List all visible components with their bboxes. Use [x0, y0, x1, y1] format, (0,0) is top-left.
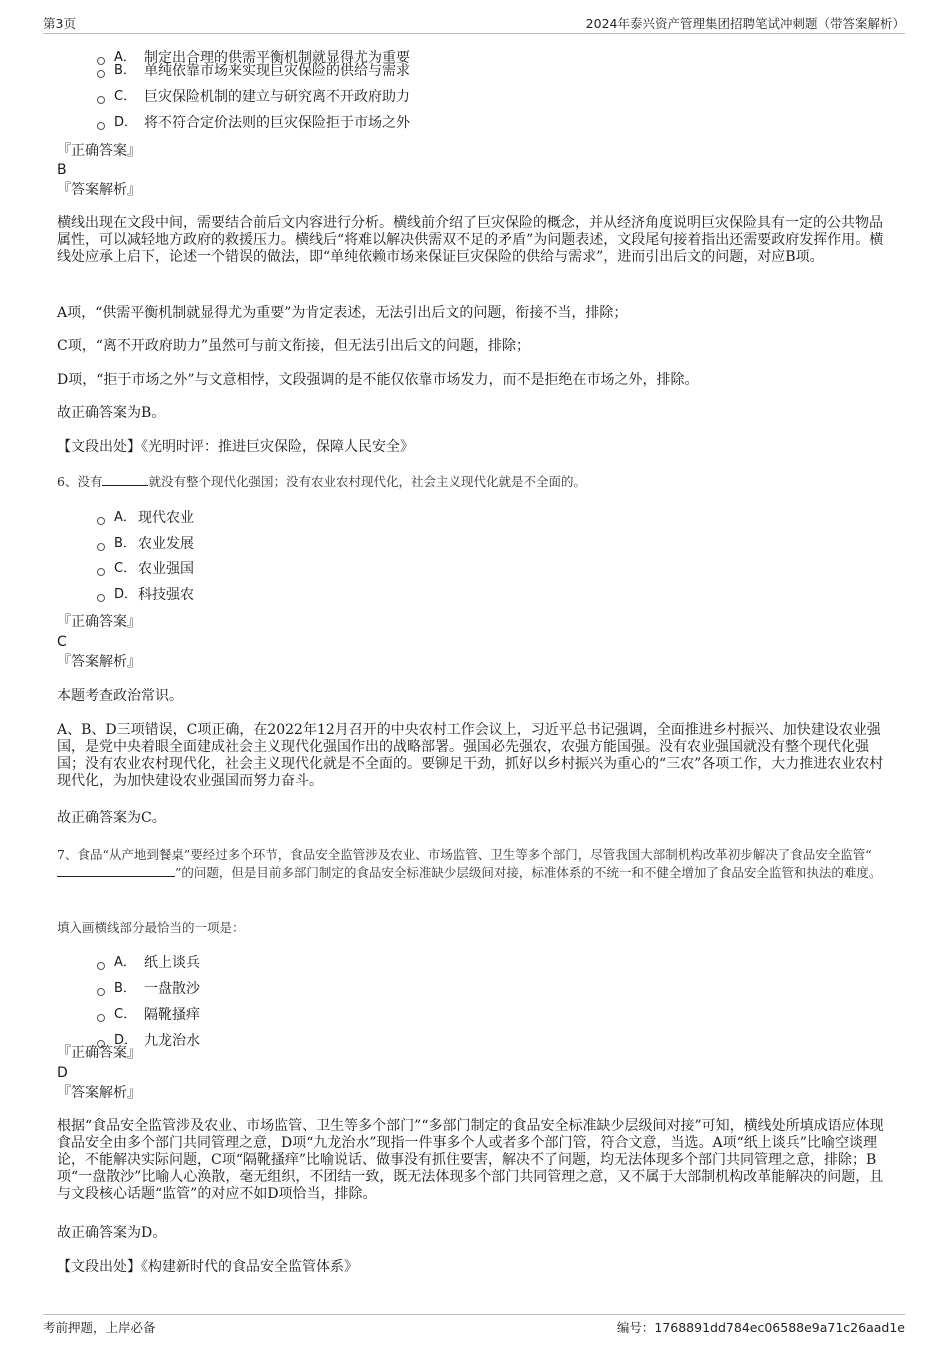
- q7-option-c[interactable]: C． 隔靴搔痒: [97, 1007, 200, 1023]
- q7-option-a[interactable]: A． 纸上谈兵: [97, 955, 200, 971]
- analysis-text: 横线出现在文段中间，需要结合前后文内容进行分析。横线前介绍了巨灾保险的概念，并从经济角度说明巨灾保险具有一定的公共物品属性，可以减轻地方政府的救援压力。横线后“将难以解决供需双不足的矛盾”为问题表述，文段尾句接着指出还需要政府发挥作用。横线处应承上启下，论述一个错误的做法，即“单纯依赖市场来保证巨灾保险的供给与需求”，进而引出后文的问题，对应B项。: [57, 215, 884, 265]
- q6-option-a[interactable]: A． 现代农业: [97, 510, 194, 526]
- answer-value: C: [57, 634, 67, 650]
- q7-option-d[interactable]: D． 九龙治水: [97, 1033, 200, 1049]
- q6-option-c[interactable]: C． 农业强国: [97, 561, 194, 577]
- radio-icon[interactable]: [97, 517, 105, 525]
- source: 【文段出处】《光明时评：推进巨灾保险，保障人民安全》: [57, 439, 414, 455]
- radio-icon[interactable]: [97, 543, 105, 551]
- radio-icon[interactable]: [97, 568, 105, 576]
- analysis-label: 『答案解析』: [57, 1085, 141, 1101]
- page-number: 第3页: [43, 16, 76, 31]
- answer-blank: [57, 864, 175, 877]
- radio-icon[interactable]: [97, 70, 105, 78]
- answer-value: B: [57, 162, 67, 178]
- question-stem: 6、没有 就没有整个现代化强国；没有农业农村现代化，社会主义现代化就是不全面的。: [57, 474, 586, 489]
- answer-label: 『正确答案』: [57, 143, 141, 159]
- answer-blank: [102, 473, 148, 486]
- conclusion: 故正确答案为B。: [57, 405, 166, 421]
- conclusion: 故正确答案为D。: [57, 1225, 167, 1241]
- q6-option-b[interactable]: B． 农业发展: [97, 536, 194, 552]
- page-header: [43, 14, 905, 34]
- question-stem: 7、食品“从产地到餐桌”要经过多个环节，食品安全监管涉及农业、市场监管、卫生等多个部门，尽管我国大部制机构改革初步解决了食品安全监管“”的问题，但是目前多部门制定的食品安全标准缺少层级间对接，标准体系的不统一和不健全增加了食品安全监管和执法的难度。: [57, 847, 882, 880]
- radio-icon[interactable]: [97, 962, 105, 970]
- q5-option-b[interactable]: B． 单纯依靠市场来实现巨灾保险的供给与需求: [97, 63, 410, 79]
- analysis-label: 『答案解析』: [57, 182, 141, 198]
- answer-label: 『正确答案』: [57, 1045, 141, 1061]
- radio-icon[interactable]: [97, 122, 105, 130]
- footer-slogan: 考前押题，上岸必备: [43, 1320, 156, 1335]
- document-id: 编号：1768891dd784ec06588e9a71c26aad1e: [616, 1320, 905, 1335]
- q5-option-c[interactable]: C． 巨灾保险机制的建立与研究离不开政府助力: [97, 89, 410, 105]
- analysis-option-d: D项，“拒于市场之外”与文意相悖，文段强调的是不能仅依靠市场发力，而不是拒绝在市场之外，排除。: [57, 372, 699, 388]
- conclusion: 故正确答案为C。: [57, 810, 166, 826]
- radio-icon[interactable]: [97, 96, 105, 104]
- radio-icon[interactable]: [97, 594, 105, 602]
- q5-option-a[interactable]: A． 制定出合理的供需平衡机制就显得尤为重要: [97, 50, 410, 66]
- radio-icon[interactable]: [97, 988, 105, 996]
- document-title: 2024年泰兴资产管理集团招聘笔试冲刺题（带答案解析）: [585, 16, 905, 31]
- question-prompt: 填入画横线部分最恰当的一项是：: [57, 920, 245, 935]
- analysis-label: 『答案解析』: [57, 654, 141, 670]
- analysis-option-a: A项，“供需平衡机制就显得尤为重要”为肯定表述，无法引出后文的问题，衔接不当，排除；: [57, 305, 628, 321]
- answer-value: D: [57, 1065, 68, 1081]
- analysis-text: A、B、D三项错误，C项正确，在2022年12月召开的中央农村工作会议上，习近平总书记强调，全面推进乡村振兴、加快建设农业强国，是党中央着眼全面建成社会主义现代化强国作出的战略部署。强国必先强农，农强方能国强。没有农业强国就没有整个现代化强国；没有农业农村现代化，社会主义现代化就是不全面的。要铆足干劲，抓好以乡村振兴为重心的“三农”各项工作，大力推进农业农村现代化，为加快建设农业强国而努力奋斗。: [57, 722, 884, 789]
- radio-icon[interactable]: [97, 1014, 105, 1022]
- analysis-text: 根据“食品安全监管涉及农业、市场监管、卫生等多个部门”“多部门制定的食品安全标准缺少层级间对接”可知，横线处所填成语应体现食品安全由多个部门共同管理之意，D项“九龙治水”现指一件事多个人或者多个部门管，符合文意，当选。A项“纸上谈兵”比喻空谈理论，不能解决实际问题，C项“隔靴搔痒”比喻说话、做事没有抓住要害，解决不了问题，均无法体现多个部门共同管理之意，排除；B项“一盘散沙”比喻人心涣散，毫无组织，不团结一致，既无法体现多个部门共同管理之意，又不属于大部制机构改革能解决的问题，且与文段核心话题“监管”的对应不如D项恰当，排除。: [57, 1118, 884, 1202]
- answer-label: 『正确答案』: [57, 614, 141, 630]
- q6-option-d[interactable]: D． 科技强农: [97, 587, 194, 603]
- q7-option-b[interactable]: B． 一盘散沙: [97, 981, 200, 997]
- analysis-intro: 本题考查政治常识。: [57, 688, 183, 704]
- source: 【文段出处】《构建新时代的食品安全监管体系》: [57, 1259, 358, 1275]
- page-footer: [43, 1314, 905, 1334]
- analysis-option-c: C项，“离不开政府助力”虽然可与前文衔接，但无法引出后文的问题，排除；: [57, 338, 531, 354]
- q5-option-d[interactable]: D． 将不符合定价法则的巨灾保险拒于市场之外: [97, 115, 410, 131]
